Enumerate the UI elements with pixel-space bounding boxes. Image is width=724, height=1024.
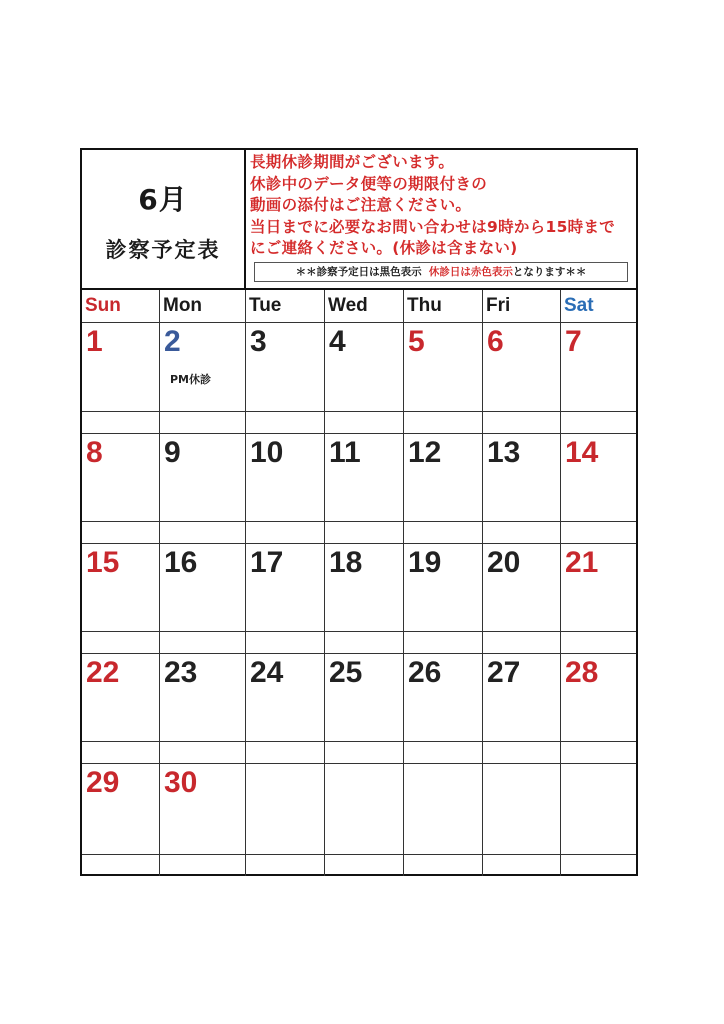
cell-footer-strip: [246, 631, 324, 653]
day-cell: [82, 434, 160, 543]
day-cell: [561, 434, 636, 543]
day-number: 27: [487, 656, 521, 689]
day-cell: [561, 323, 636, 433]
day-cell: [160, 323, 246, 433]
day-cell: [404, 323, 483, 433]
cell-footer-strip: [82, 411, 159, 433]
weekday-sun: Sun: [82, 290, 160, 322]
cell-footer-strip: [160, 631, 245, 653]
day-cell: [246, 434, 325, 543]
week-row: [82, 433, 636, 543]
cell-footer-strip: [483, 631, 560, 653]
cell-footer-strip: [325, 741, 403, 763]
day-cell: [246, 764, 325, 876]
day-cell: [82, 764, 160, 876]
notice-line: 動画の添付はご注意ください。: [250, 196, 472, 214]
day-number: 23: [164, 656, 198, 689]
cell-footer-strip: [561, 854, 636, 876]
notice-line: 当日までに必要なお問い合わせは9時から15時まで: [250, 217, 616, 236]
notice-line: 休診中のデータ便等の期限付きの: [250, 174, 488, 193]
day-cell: [82, 654, 160, 763]
title-box: [82, 150, 246, 288]
cell-footer-strip: [82, 741, 159, 763]
cell-footer-strip: [246, 521, 324, 543]
day-number: 21: [565, 546, 599, 579]
notice-box: [250, 152, 636, 286]
cell-footer-strip: [325, 411, 403, 433]
cell-footer-strip: [561, 741, 636, 763]
cell-footer-strip: [246, 411, 324, 433]
notice-line: 長期休診期間がございます。: [250, 153, 455, 171]
day-number: 29: [86, 766, 120, 799]
weekday-header-row: [82, 288, 636, 322]
day-cell: [325, 544, 404, 653]
day-cell: [160, 654, 246, 763]
day-note: PM休診: [170, 373, 212, 386]
cell-footer-strip: [483, 854, 560, 876]
day-number: 28: [565, 656, 599, 689]
day-number: 1: [86, 325, 103, 358]
cell-footer-strip: [483, 741, 560, 763]
day-cell: [325, 764, 404, 876]
week-row: [82, 543, 636, 653]
cell-footer-strip: [82, 521, 159, 543]
cell-footer-strip: [404, 741, 482, 763]
day-number: 18: [329, 546, 363, 579]
day-cell: [82, 544, 160, 653]
day-cell: [483, 764, 561, 876]
weekday-fri: Fri: [483, 290, 561, 322]
day-cell: [325, 434, 404, 543]
cell-footer-strip: [561, 521, 636, 543]
cell-footer-strip: [325, 521, 403, 543]
cell-footer-strip: [404, 521, 482, 543]
day-cell: [561, 764, 636, 876]
notice-line: にご連絡ください。(休診は含まない): [250, 239, 518, 257]
day-cell: [483, 323, 561, 433]
day-number: 11: [329, 436, 361, 469]
cell-footer-strip: [404, 854, 482, 876]
cell-footer-strip: [404, 631, 482, 653]
day-cell: [325, 654, 404, 763]
day-cell: [483, 654, 561, 763]
day-number: 5: [408, 325, 425, 358]
day-number: 9: [164, 436, 181, 469]
day-cell: [483, 434, 561, 543]
day-cell: [404, 544, 483, 653]
day-number: 2: [164, 325, 181, 358]
week-row: [82, 653, 636, 763]
cell-footer-strip: [404, 411, 482, 433]
day-cell: [160, 434, 246, 543]
day-cell: [82, 323, 160, 433]
cell-footer-strip: [483, 411, 560, 433]
cell-footer-strip: [160, 411, 245, 433]
day-cell: [404, 434, 483, 543]
day-number: 22: [86, 656, 120, 689]
day-cell: [246, 654, 325, 763]
day-cell: [483, 544, 561, 653]
calendar-header: [82, 150, 636, 288]
day-number: 25: [329, 656, 363, 689]
day-number: 4: [329, 325, 346, 358]
weekday-thu: Thu: [404, 290, 483, 322]
day-number: 30: [164, 766, 198, 799]
day-number: 6: [487, 325, 504, 358]
schedule-subtitle: 診察予定表: [105, 238, 221, 262]
day-cell: [160, 544, 246, 653]
day-number: 12: [408, 436, 442, 469]
day-number: 19: [408, 546, 442, 579]
cell-footer-strip: [160, 854, 245, 876]
day-number: 24: [250, 656, 284, 689]
day-number: 15: [86, 546, 120, 579]
day-number: 16: [164, 546, 198, 579]
day-cell: [246, 323, 325, 433]
day-number: 8: [86, 436, 103, 469]
week-row: [82, 763, 636, 876]
color-legend: [254, 262, 628, 282]
day-cell: [404, 764, 483, 876]
cell-footer-strip: [160, 521, 245, 543]
calendar: [80, 148, 638, 876]
cell-footer-strip: [82, 631, 159, 653]
cell-footer-strip: [82, 854, 159, 876]
day-number: 14: [565, 436, 599, 469]
day-number: 13: [487, 436, 521, 469]
day-cell: [561, 544, 636, 653]
day-number: 20: [487, 546, 521, 579]
weekday-sat: Sat: [564, 295, 594, 316]
day-number: 10: [250, 436, 284, 469]
day-number: 7: [565, 325, 582, 358]
cell-footer-strip: [246, 741, 324, 763]
legend-suffix: となります＊＊: [512, 266, 587, 278]
day-number: 3: [250, 325, 267, 358]
legend-closed-days: 休診日は赤色表示: [428, 266, 513, 278]
day-cell: [325, 323, 404, 433]
cell-footer-strip: [160, 741, 245, 763]
day-cell: [160, 764, 246, 876]
day-number: 17: [250, 546, 284, 579]
day-number: 26: [408, 656, 442, 689]
cell-footer-strip: [325, 631, 403, 653]
month-title: 6月: [138, 183, 188, 216]
cell-footer-strip: [325, 854, 403, 876]
weekday-tue: Tue: [246, 290, 325, 322]
day-cell: [404, 654, 483, 763]
weekday-wed: Wed: [325, 290, 404, 322]
day-cell: [246, 544, 325, 653]
week-row: [82, 322, 636, 433]
cell-footer-strip: [246, 854, 324, 876]
cell-footer-strip: [561, 631, 636, 653]
cell-footer-strip: [483, 521, 560, 543]
weekday-mon: Mon: [160, 290, 246, 322]
legend-open-days: ＊＊診察予定日は黒色表示: [295, 266, 422, 278]
cell-footer-strip: [561, 411, 636, 433]
day-cell: [561, 654, 636, 763]
